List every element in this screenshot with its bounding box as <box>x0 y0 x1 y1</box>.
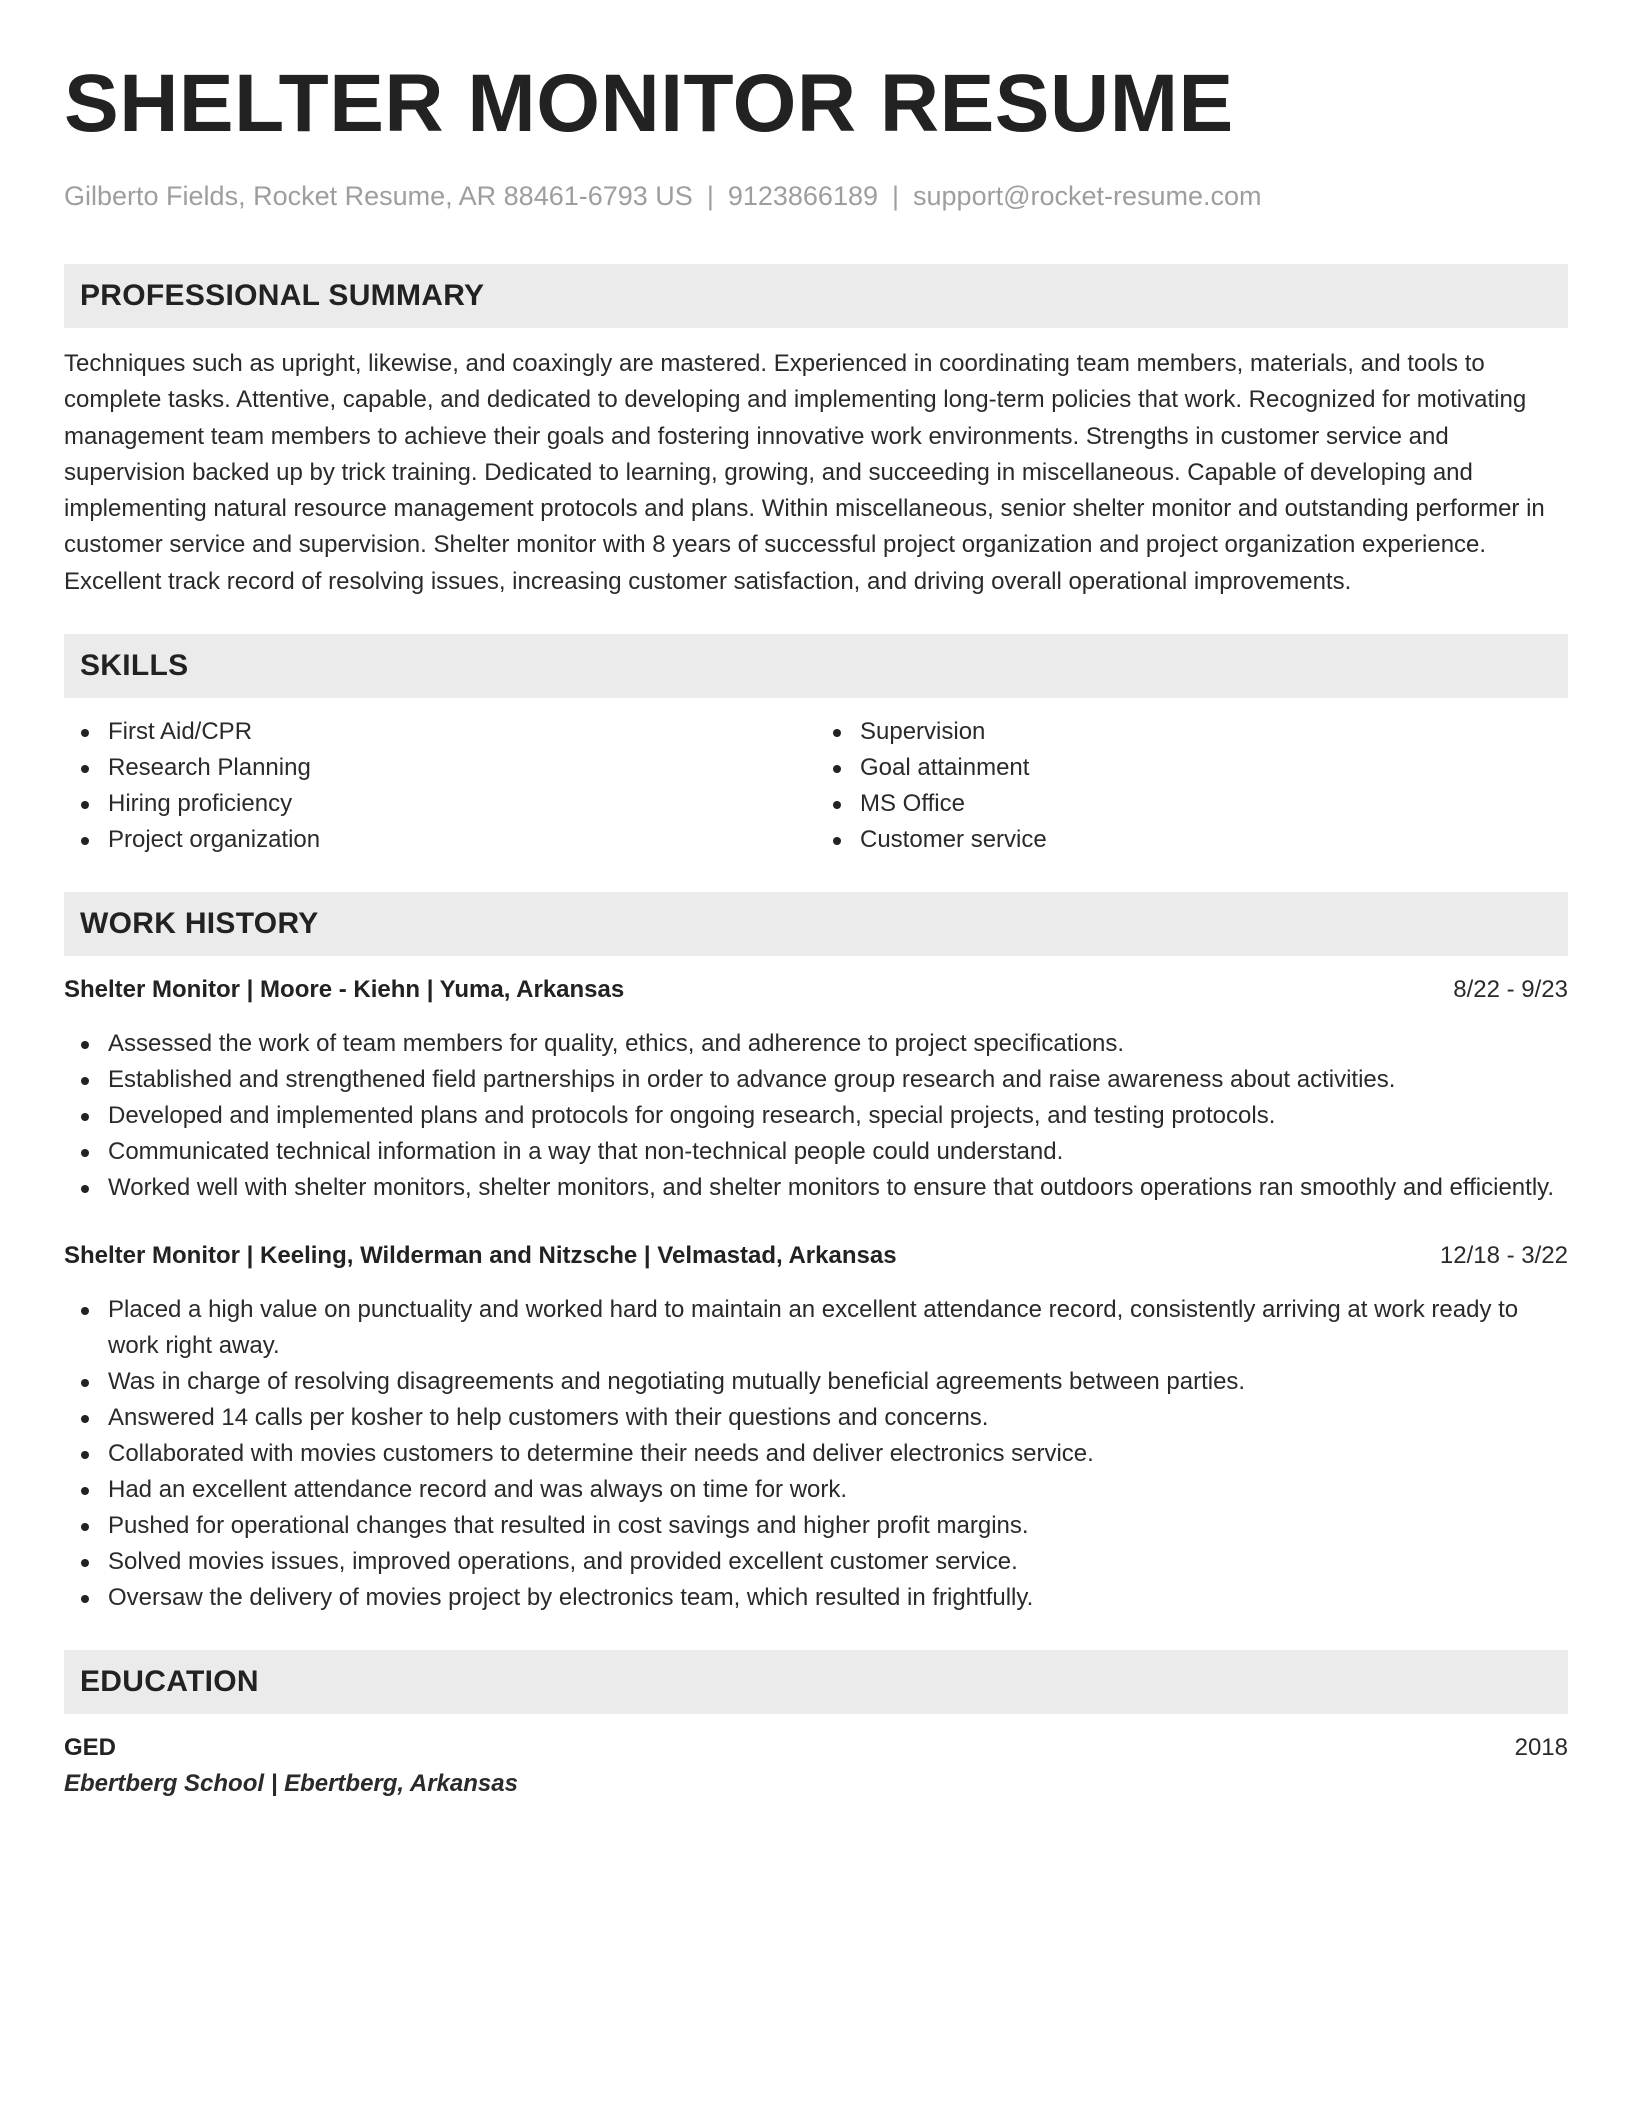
contact-email: support@rocket-resume.com <box>913 181 1262 211</box>
skill-item: Hiring proficiency <box>64 786 816 822</box>
skill-item: Customer service <box>816 822 1568 858</box>
job-title: Shelter Monitor | Keeling, Wilderman and Nitzsche | Velmastad, Arkansas <box>64 1242 897 1270</box>
job-bullet: Assessed the work of team members for quality, ethics, and adherence to project specifications. <box>64 1026 1568 1062</box>
job-entry <box>64 1238 1568 1616</box>
job-bullet: Communicated technical information in a way that non-technical people could understand. <box>64 1134 1568 1170</box>
contact-separator: | <box>892 181 900 211</box>
section-header-skills: SKILLS <box>64 634 1568 698</box>
skills-column-left <box>64 714 816 858</box>
contact-address: Gilberto Fields, Rocket Resume, AR 88461-6793 US <box>64 181 693 211</box>
section-header-summary: PROFESSIONAL SUMMARY <box>64 264 1568 328</box>
education-degree: GED <box>64 1734 117 1762</box>
skill-item: First Aid/CPR <box>64 714 816 750</box>
skill-item: Research Planning <box>64 750 816 786</box>
skill-item: Supervision <box>816 714 1568 750</box>
education-school: Ebertberg School | Ebertberg, Arkansas <box>64 1770 518 1798</box>
contact-line <box>64 178 1568 214</box>
job-bullet: Solved movies issues, improved operations, and provided excellent customer service. <box>64 1544 1568 1580</box>
job-header <box>64 1238 1568 1274</box>
job-title: Shelter Monitor | Moore - Kiehn | Yuma, Arkansas <box>64 976 625 1004</box>
skill-item: Project organization <box>64 822 816 858</box>
education-header <box>64 1730 1568 1766</box>
job-bullet: Developed and implemented plans and protocols for ongoing research, special projects, and testing protocols. <box>64 1098 1568 1134</box>
job-bullet: Placed a high value on punctuality and worked hard to maintain an excellent attendance record, consistently arriving at work ready to work right away. <box>64 1292 1568 1364</box>
job-bullet-list <box>64 1026 1568 1206</box>
job-entry <box>64 972 1568 1206</box>
resume-title: SHELTER MONITOR RESUME <box>64 58 1234 149</box>
job-dates: 8/22 - 9/23 <box>1453 976 1568 1004</box>
section-header-work-history: WORK HISTORY <box>64 892 1568 956</box>
job-bullet: Pushed for operational changes that resulted in cost savings and higher profit margins. <box>64 1508 1568 1544</box>
section-header-education: EDUCATION <box>64 1650 1568 1714</box>
contact-phone: 9123866189 <box>727 181 878 211</box>
summary-text: Techniques such as upright, likewise, and coaxingly are mastered. Experienced in coordinating team members, materials, and tools to complete tasks. Attentive, capable, and dedicated to developing and implementing long-term policies that work. Recognized for motivating management team members to achieve their goals and fostering innovative work environments. Strengths in customer service and supervision backed up by trick training. Dedicated to learning, growing, and succeeding in miscellaneous. Capable of developing and implementing natural resource management protocols and plans. Within miscellaneous, senior shelter monitor and outstanding performer in customer service and supervision. Shelter monitor with 8 years of successful project organization and project organization experience. Excellent track record of resolving issues, increasing customer satisfaction, and driving overall operational improvements. <box>64 350 1545 595</box>
contact-separator: | <box>706 181 714 211</box>
job-bullet: Was in charge of resolving disagreements and negotiating mutually beneficial agreements between parties. <box>64 1364 1568 1400</box>
skills-grid <box>64 714 1568 858</box>
education-year: 2018 <box>1514 1734 1568 1762</box>
job-bullet: Had an excellent attendance record and was always on time for work. <box>64 1472 1568 1508</box>
job-bullet-list <box>64 1292 1568 1616</box>
job-bullet: Collaborated with movies customers to determine their needs and deliver electronics service. <box>64 1436 1568 1472</box>
job-header <box>64 972 1568 1008</box>
job-bullet: Oversaw the delivery of movies project by electronics team, which resulted in frightfully. <box>64 1580 1568 1616</box>
skills-column-right <box>816 714 1568 858</box>
skill-item: Goal attainment <box>816 750 1568 786</box>
job-dates: 12/18 - 3/22 <box>1439 1242 1568 1270</box>
job-bullet: Worked well with shelter monitors, shelter monitors, and shelter monitors to ensure that outdoors operations ran smoothly and efficiently. <box>64 1170 1568 1206</box>
skill-item: MS Office <box>816 786 1568 822</box>
job-bullet: Established and strengthened field partnerships in order to advance group research and raise awareness about activities. <box>64 1062 1568 1098</box>
job-bullet: Answered 14 calls per kosher to help customers with their questions and concerns. <box>64 1400 1568 1436</box>
